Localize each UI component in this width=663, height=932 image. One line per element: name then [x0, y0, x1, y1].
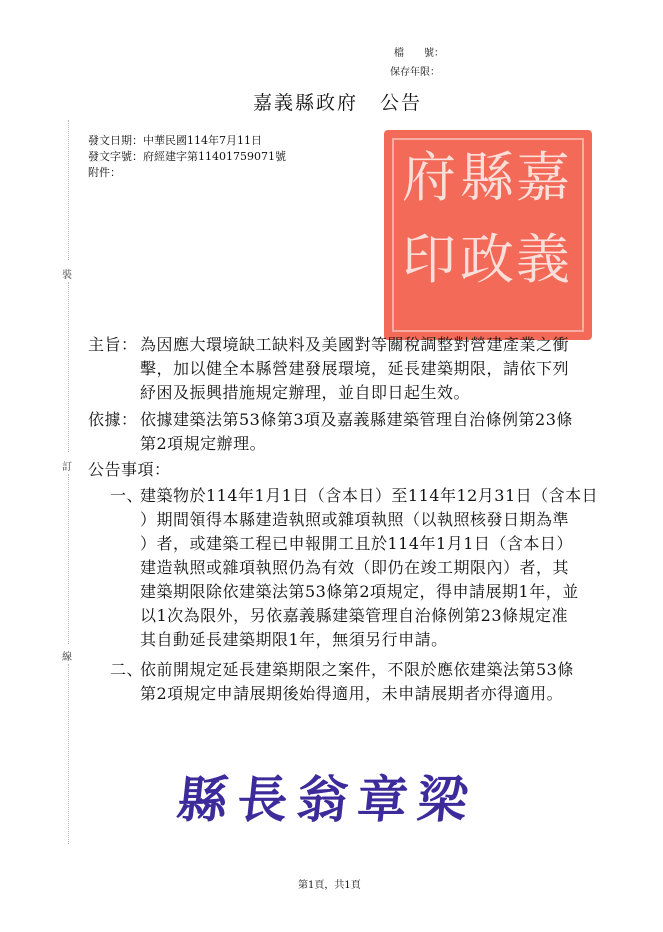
magistrate-signature: 縣長翁章梁 — [174, 770, 481, 829]
binding-mark-xian: 線 — [62, 652, 72, 663]
seal-char: 印 — [402, 228, 456, 291]
text-line: 依前開規定延長建築期限之案件，不限於應依建築法第53條 — [140, 660, 574, 679]
retention-period-label: 保存年限： — [390, 67, 440, 78]
binding-line — [68, 120, 70, 260]
seal-char: 府 — [402, 146, 456, 209]
text-line: 紓困及振興措施規定辦理，並自即日起生效。 — [140, 383, 471, 402]
document-type: 公告 — [380, 92, 423, 114]
binding-line — [68, 282, 70, 452]
text-line: 建築物於114年1月1日（含本日）至114年12月31日（含本日 — [140, 486, 599, 505]
text-line: 擊，加以健全本縣營建發展環境，延長建築期限，請依下列 — [140, 359, 570, 378]
text-line: ）期間領得本縣建造執照或雜項執照（以執照核發日期為準 — [140, 510, 570, 529]
binding-mark-zhuang: 裝 — [62, 270, 72, 281]
text-line: 以1次為限外，另依嘉義縣建築管理自治條例第23條規定准 — [140, 606, 569, 625]
text-line: ）者，或建築工程已申報開工且於114年1月1日（含本日） — [140, 534, 573, 553]
items-label: 公告事項： — [88, 460, 171, 479]
document-number: 發文字號：府經建字第11401759071號 — [88, 150, 286, 163]
file-number-label: 檔 號： — [394, 48, 444, 59]
item-1-text — [140, 484, 610, 652]
item-1-number: 一、 — [110, 486, 144, 505]
text-line: 第2項規定辦理。 — [140, 434, 267, 453]
basis-text — [140, 408, 610, 456]
text-line: 為因應大環境缺工缺料及美國對等關稅調整對營建產業之衝 — [140, 335, 570, 354]
page-number: 第1頁，共1頁 — [298, 880, 361, 891]
seal-char: 義 — [516, 228, 570, 291]
text-line: 建造執照或雜項執照仍為有效（即仍在竣工期限內）者，其 — [140, 558, 570, 577]
text-line: 其自動延長建築期限1年，無須另行申請。 — [140, 630, 448, 649]
agency-name: 嘉義縣政府 — [253, 92, 359, 114]
text-line: 建築期限除依建築法第53條第2項規定，得申請展期1年，並 — [140, 582, 579, 601]
subject-label: 主旨： — [88, 335, 138, 354]
text-line: 第2項規定申請展期後始得適用，未申請展期者亦得適用。 — [140, 684, 564, 703]
item-2-number: 二、 — [110, 660, 144, 679]
attachment-label: 附件： — [88, 166, 121, 179]
binding-mark-ding: 訂 — [62, 462, 72, 473]
basis-label: 依據： — [88, 410, 138, 429]
issue-date: 發文日期：中華民國114年7月11日 — [88, 134, 262, 147]
item-2-text — [140, 658, 610, 706]
seal-char: 嘉 — [516, 146, 570, 209]
seal-char: 縣 — [460, 146, 514, 209]
text-line: 依據建築法第53條第3項及嘉義縣建築管理自治條例第23條 — [140, 410, 573, 429]
seal-char: 政 — [460, 228, 514, 291]
official-seal — [384, 130, 592, 340]
document-title — [253, 88, 422, 115]
subject-text — [140, 333, 610, 405]
binding-line — [68, 474, 70, 644]
binding-line — [68, 664, 70, 844]
